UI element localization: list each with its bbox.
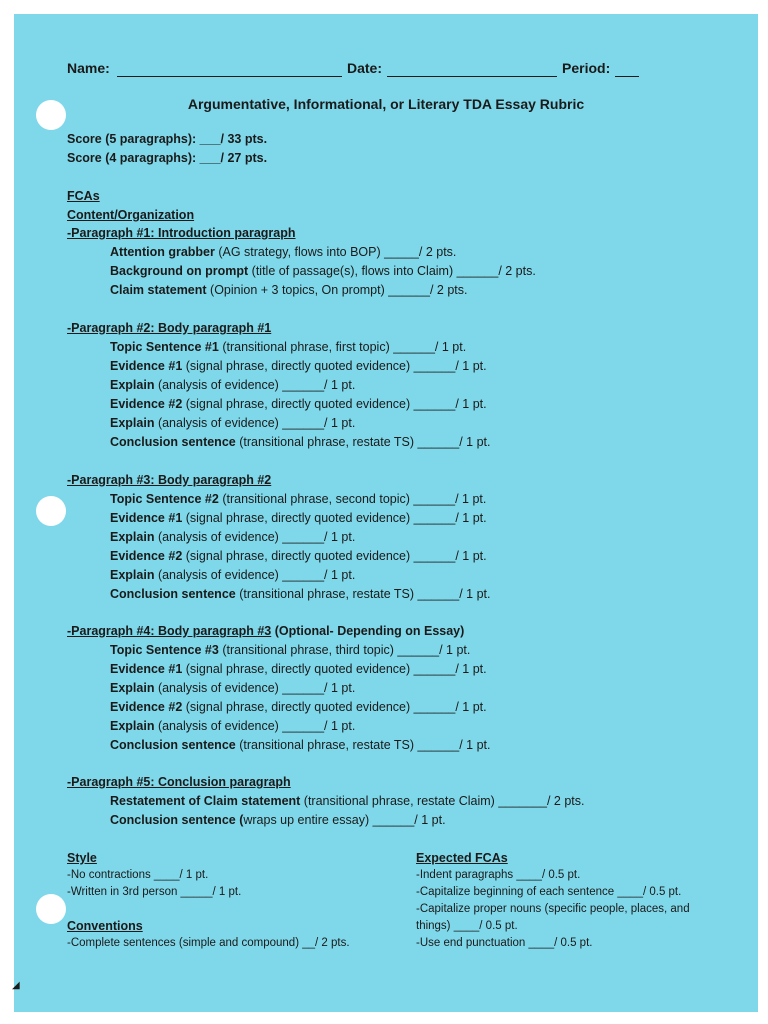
criterion-name: Explain xyxy=(110,681,155,695)
criterion-name: Conclusion sentence xyxy=(110,587,236,601)
date-label: Date: xyxy=(347,60,383,76)
style-item-contractions: -No contractions ____/ 1 pt. xyxy=(67,869,209,881)
criterion-name: Conclusion sentence xyxy=(110,435,236,449)
conventions-item-sentences: -Complete sentences (simple and compound) __/ 2 pts. xyxy=(67,937,350,949)
criterion-name: Restatement of Claim statement xyxy=(110,794,301,808)
date-field[interactable] xyxy=(387,76,557,77)
p2-criterion-row xyxy=(110,339,466,355)
criterion-detail: (transitional phrase, second topic) ______/ 1 pt. xyxy=(218,492,487,506)
p1-criterion-row xyxy=(110,244,456,260)
criterion-detail: (AG strategy, flows into BOP) _____/ 2 pts. xyxy=(214,245,457,259)
expected-item-end-punctuation: -Use end punctuation ____/ 0.5 pt. xyxy=(416,937,593,949)
p2-criterion-row xyxy=(110,434,491,450)
criterion-name: Evidence #2 xyxy=(110,397,183,411)
style-heading: Style xyxy=(67,851,97,865)
paragraph-3-heading: -Paragraph #3: Body paragraph #2 xyxy=(67,473,272,487)
expected-fcas-heading: Expected FCAs xyxy=(416,851,508,865)
paragraph-4-heading: -Paragraph #4: Body paragraph #3 xyxy=(67,624,272,638)
criterion-detail: (signal phrase, directly quoted evidence) ______/ 1 pt. xyxy=(182,511,487,525)
p4-criterion-row xyxy=(110,680,355,696)
criterion-detail: (transitional phrase, restate Claim) _______/ 2 pts. xyxy=(300,794,585,808)
expected-item-proper-nouns: -Capitalize proper nouns (specific people, places, and xyxy=(416,903,690,915)
criterion-name: Explain xyxy=(110,568,155,582)
p4-criterion-row xyxy=(110,718,355,734)
rubric-sheet xyxy=(14,14,758,1012)
criterion-name: Evidence #2 xyxy=(110,549,183,563)
criterion-name: Explain xyxy=(110,719,155,733)
name-field[interactable] xyxy=(117,76,342,77)
content-organization-heading: Content/Organization xyxy=(67,208,195,222)
p3-criterion-row xyxy=(110,586,491,602)
criterion-detail: (transitional phrase, third topic) ______/ 1 pt. xyxy=(218,643,471,657)
paragraph-1-heading: -Paragraph #1: Introduction paragraph xyxy=(67,226,296,240)
name-label: Name: xyxy=(67,60,110,76)
expected-item-proper-nouns-cont: things) ____/ 0.5 pt. xyxy=(416,920,518,932)
criterion-name: Evidence #2 xyxy=(110,700,183,714)
criterion-detail: (analysis of evidence) ______/ 1 pt. xyxy=(154,378,356,392)
criterion-detail: (signal phrase, directly quoted evidence) ______/ 1 pt. xyxy=(182,700,487,714)
p5-criterion-row xyxy=(110,793,585,809)
paragraph-2-heading: -Paragraph #2: Body paragraph #1 xyxy=(67,321,272,335)
paragraph-4-optional-note: (Optional- Depending on Essay) xyxy=(271,624,465,638)
punch-hole-bottom xyxy=(36,894,66,924)
p2-criterion-row xyxy=(110,377,355,393)
p1-criterion-row xyxy=(110,263,536,279)
criterion-name: Explain xyxy=(110,530,155,544)
score-five-paragraphs: Score (5 paragraphs): ___/ 33 pts. xyxy=(67,132,268,146)
p2-criterion-row xyxy=(110,396,487,412)
criterion-detail: (analysis of evidence) ______/ 1 pt. xyxy=(154,568,356,582)
paragraph-4-heading-line xyxy=(67,623,464,639)
criterion-detail: (transitional phrase, restate TS) ______/ 1 pt. xyxy=(235,738,491,752)
criterion-name: Evidence #1 xyxy=(110,662,183,676)
period-label: Period: xyxy=(562,60,611,76)
criterion-detail: (Opinion + 3 topics, On prompt) ______/ 2 pts. xyxy=(206,283,468,297)
criterion-detail: (analysis of evidence) ______/ 1 pt. xyxy=(154,681,356,695)
conventions-heading: Conventions xyxy=(67,919,143,933)
p4-criterion-row xyxy=(110,699,487,715)
style-item-third-person: -Written in 3rd person _____/ 1 pt. xyxy=(67,886,242,898)
criterion-detail: (signal phrase, directly quoted evidence) ______/ 1 pt. xyxy=(182,397,487,411)
p3-criterion-row xyxy=(110,510,487,526)
p4-criterion-row xyxy=(110,642,470,658)
criterion-name: Claim statement xyxy=(110,283,207,297)
expected-item-capitalize-sentence: -Capitalize beginning of each sentence ____/ 0.5 pt. xyxy=(416,886,682,898)
criterion-detail: (transitional phrase, first topic) ______/ 1 pt. xyxy=(218,340,467,354)
criterion-name: Evidence #1 xyxy=(110,359,183,373)
criterion-detail: (transitional phrase, restate TS) ______/ 1 pt. xyxy=(235,587,491,601)
criterion-name: Topic Sentence #2 xyxy=(110,492,219,506)
criterion-name: Explain xyxy=(110,416,155,430)
criterion-detail: (title of passage(s), flows into Claim) ______/ 2 pts. xyxy=(248,264,536,278)
criterion-detail: (transitional phrase, restate TS) ______/ 1 pt. xyxy=(235,435,491,449)
criterion-name: Conclusion sentence xyxy=(110,738,236,752)
p3-criterion-row xyxy=(110,548,487,564)
scan-mark: ◢ xyxy=(12,980,20,991)
criterion-name: Conclusion sentence ( xyxy=(110,813,244,827)
criterion-name: Topic Sentence #3 xyxy=(110,643,219,657)
criterion-name: Explain xyxy=(110,378,155,392)
criterion-name: Background on prompt xyxy=(110,264,249,278)
criterion-detail: (analysis of evidence) ______/ 1 pt. xyxy=(154,530,356,544)
p4-criterion-row xyxy=(110,661,487,677)
period-field[interactable] xyxy=(615,76,639,77)
p2-criterion-row xyxy=(110,358,487,374)
criterion-name: Attention grabber xyxy=(110,245,215,259)
punch-hole-middle xyxy=(36,496,66,526)
criterion-detail: (signal phrase, directly quoted evidence) ______/ 1 pt. xyxy=(182,549,487,563)
p5-criterion-row xyxy=(110,812,446,828)
criterion-detail: (signal phrase, directly quoted evidence) ______/ 1 pt. xyxy=(182,359,487,373)
p3-criterion-row xyxy=(110,491,486,507)
fcas-heading: FCAs xyxy=(67,189,100,203)
criterion-detail: (signal phrase, directly quoted evidence) ______/ 1 pt. xyxy=(182,662,487,676)
p4-criterion-row xyxy=(110,737,491,753)
criterion-name: Evidence #1 xyxy=(110,511,183,525)
criterion-detail: (analysis of evidence) ______/ 1 pt. xyxy=(154,719,356,733)
score-four-paragraphs: Score (4 paragraphs): ___/ 27 pts. xyxy=(67,151,268,165)
p2-criterion-row xyxy=(110,415,355,431)
p3-criterion-row xyxy=(110,529,355,545)
rubric-title: Argumentative, Informational, or Literary TDA Essay Rubric xyxy=(187,96,585,112)
criterion-detail: wraps up entire essay) ______/ 1 pt. xyxy=(243,813,446,827)
expected-item-indent: -Indent paragraphs ____/ 0.5 pt. xyxy=(416,869,581,881)
p3-criterion-row xyxy=(110,567,355,583)
p1-criterion-row xyxy=(110,282,467,298)
criterion-detail: (analysis of evidence) ______/ 1 pt. xyxy=(154,416,356,430)
paragraph-5-heading: -Paragraph #5: Conclusion paragraph xyxy=(67,775,291,789)
criterion-name: Topic Sentence #1 xyxy=(110,340,219,354)
